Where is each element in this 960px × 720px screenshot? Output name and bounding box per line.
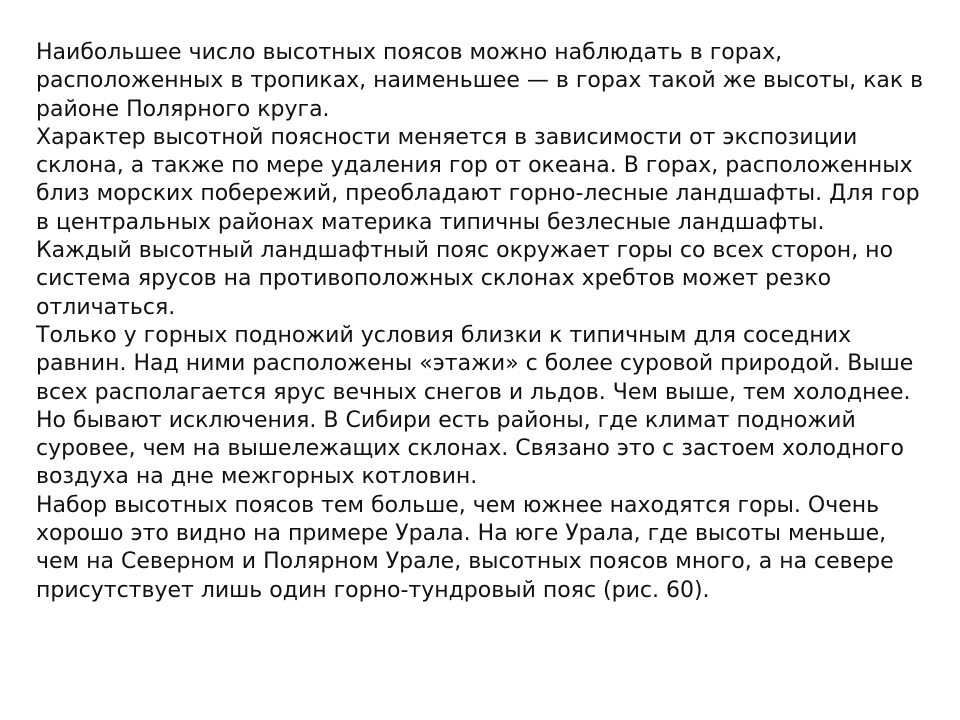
paragraph-slope-exposure: Характер высотной поясности меняется в зависимости от экспозиции склона, а также по мере удаления гор от океана. В горах, расположенных близ морских побережий, преобладают горно-лесные ландшафты. Для гор в центральных районах материка типичны безлесные ландшафты. [36, 124, 920, 235]
paragraph-belt-surround: Каждый высотный ландшафтный пояс окружает горы со всех сторон, но система ярусов на противоположных склонах хребтов может резко отличаться. [36, 238, 894, 320]
paragraph-foothills: Только у горных подножий условия близки к типичным для соседних равнин. Над ними расположены «этажи» с более суровой природой. Выше всех располагается ярус вечных снегов и льдов. Чем выше, тем холоднее. [36, 322, 914, 405]
paragraph-ural-example: Набор высотных поясов тем больше, чем южнее находятся горы. Очень хорошо это видно на примере Урала. На юге Урала, где высоты меньше, чем на Северном и Полярном Урале, высотных поясов много, а на севере присутствует лишь один горно-тундровый пояс (рис. 60). [36, 492, 894, 603]
paragraph-tropics: Наибольшее число высотных поясов можно наблюдать в горах, расположенных в тропиках, наименьшее — в горах такой же высоты, как в районе Полярного круга. [36, 40, 924, 122]
paragraph-exceptions: Но бывают исключения. В Сибири есть районы, где климат подножий суровее, чем на вышележащих склонах. Связано это с застоем холодного воздуха на дне межгорных котловин. [36, 407, 905, 490]
slide-text-body [36, 39, 926, 605]
